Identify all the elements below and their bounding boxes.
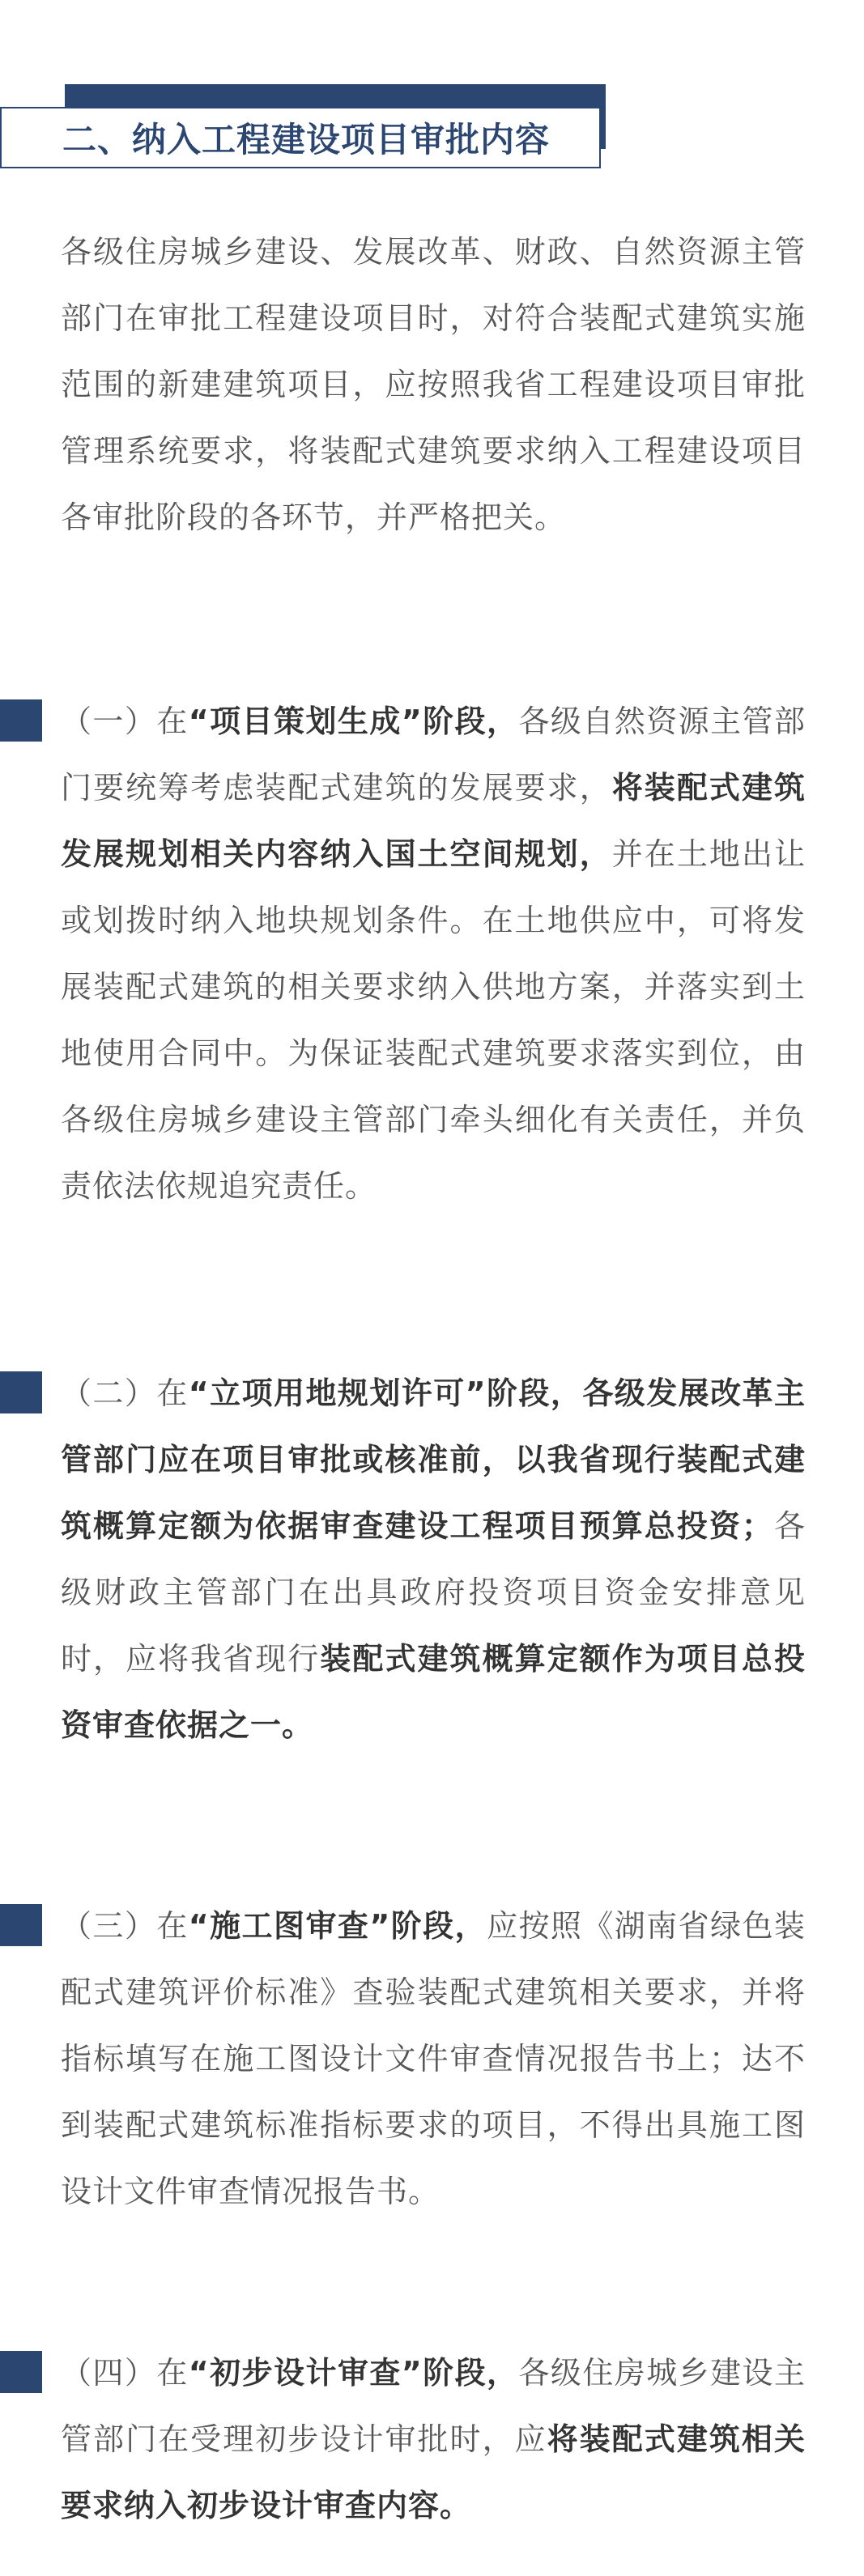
intro-paragraph: 各级住房城乡建设、发展改革、财政、自然资源主管部门在审批工程建设项目时，对符合装配式建筑实施范围的新建建筑项目，应按照我省工程建设项目审批管理系统要求，将装配式建筑要求纳入工程建设项目各审批阶段的各环节，并严格把关。 <box>61 234 806 535</box>
section-marker <box>0 1371 42 1413</box>
text-run: 各级自然资源主管部门要统筹考虑装配式建筑的发展要求， <box>61 704 806 806</box>
text-run: （四）在 <box>61 2355 189 2391</box>
text-run: 并在土地出让或划拨时纳入地块规划条件。在土地供应中，可将发展装配式建筑的相关要求纳入供地方案，并落实到土地使用合同中。为保证装配式建筑要求落实到位，由各级住房城乡建设主管部门牵头细化有关责任，并负责依法依规追究责任。 <box>61 836 806 1204</box>
section-paragraph <box>61 1893 806 2225</box>
text-run: 各级住房城乡建设主管部门在受理初步设计审批时，应 <box>61 2355 806 2457</box>
section-heading <box>0 84 607 172</box>
text-run: 应按照《湖南省绿色装配式建筑评价标准》查验装配式建筑相关要求，并将指标填写在施工图设计文件审查情况报告书上；达不到装配式建筑标准指标要求的项目，不得出具施工图设计文件审查情况报告书。 <box>61 1908 806 2209</box>
bold-text-run: 装配式建筑概算定额作为项目总投资审查依据之一。 <box>61 1641 806 1743</box>
text-run: （三）在 <box>61 1908 189 1944</box>
bold-text-run: 将装配式建筑相关要求纳入初步设计审查内容。 <box>61 2421 806 2523</box>
text-run: 各级财政主管部门在出具政府投资项目资金安排意见时，应将我省现行 <box>61 1508 806 1677</box>
bold-text-run: “初步设计审查”阶段， <box>188 2355 519 2391</box>
section-paragraph <box>61 1360 806 1758</box>
bold-text-run: 将装配式建筑发展规划相关内容纳入国土空间规划， <box>61 770 806 872</box>
section-marker <box>0 699 42 742</box>
section-paragraph <box>61 688 806 1219</box>
section-marker <box>0 1904 42 1946</box>
section-paragraph <box>61 2340 806 2539</box>
section-marker <box>0 2351 42 2393</box>
text-run: （二）在 <box>61 1375 189 1411</box>
bold-text-run: “施工图审查”阶段， <box>188 1908 487 1944</box>
bold-text-run: “项目策划生成”阶段， <box>188 704 519 739</box>
bold-text-run: “立项用地规划许可”阶段，各级发展改革主管部门应在项目审批或核准前，以我省现行装配式建筑概算定额为依据审查建设工程项目预算总投资； <box>61 1375 806 1544</box>
heading-title: 二、纳入工程建设项目审批内容 <box>61 113 555 162</box>
text-run: （一）在 <box>61 704 189 739</box>
